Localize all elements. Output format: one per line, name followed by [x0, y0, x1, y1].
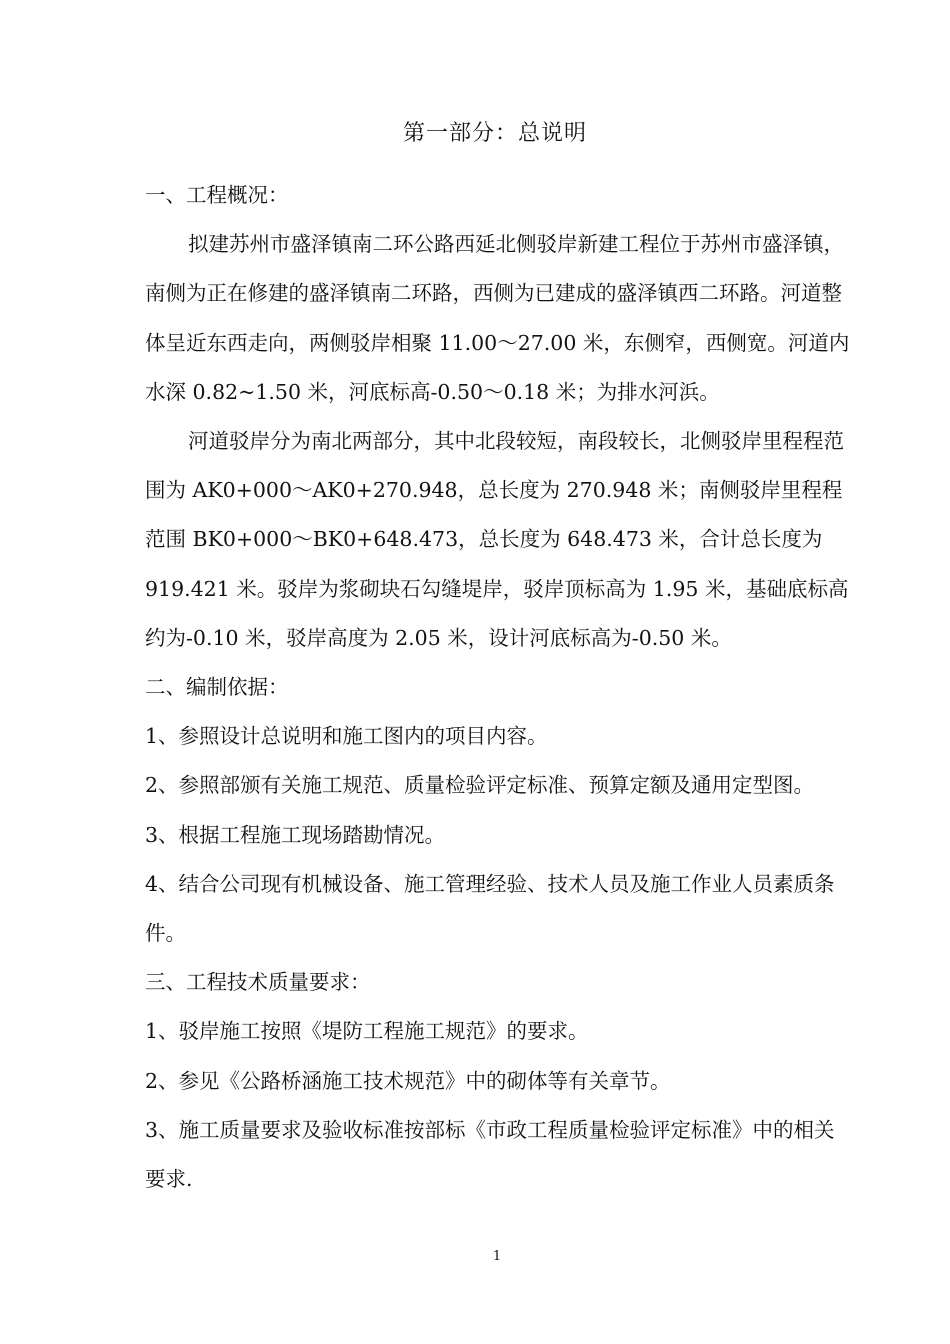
paragraph-revetment-details: 河道驳岸分为南北两部分，其中北段较短，南段较长，北侧驳岸里程程范围为 AK0+000～AK0+270.948，总长度为 270.948 米；南侧驳岸里程程范围 BK0+000～BK0+648.473，总长度为 648.473 米，合计总长度为 919.421 米。驳岸为浆砌块石勾缝堤岸，驳岸顶标高为 1.95 米，基础底标高约为-0.10 米，驳岸高度为 2.05 米，设计河底标高为-0.50 米。 — [145, 429, 849, 650]
list-item-basis-2: 2、参照部颁有关施工规范、质量检验评定标准、预算定额及通用定型图。 — [145, 773, 815, 798]
section-heading-quality: 三、工程技术质量要求： — [145, 970, 371, 995]
paragraph-project-location: 拟建苏州市盛泽镇南二环公路西延北侧驳岸新建工程位于苏州市盛泽镇，南侧为正在修建的盛泽镇南二环路，西侧为已建成的盛泽镇西二环路。河道整体呈近东西走向，两侧驳岸相聚 11.00～27.00 米，东侧窄，西侧宽。河道内水深 0.82~1.50 米，河底标高-0.50～0.18 米；为排水河浜。 — [145, 232, 850, 404]
section-heading-overview: 一、工程概况： — [145, 183, 289, 207]
section-heading-basis: 二、编制依据： — [145, 675, 289, 700]
list-item-basis-4: 4、结合公司现有机械设备、施工管理经验、技术人员及施工作业人员素质条件。 — [145, 871, 835, 946]
document-body — [145, 171, 851, 1204]
list-item-quality-2: 2、参见《公路桥涵施工技术规范》中的砌体等有关章节。 — [145, 1068, 671, 1093]
list-item-basis-1: 1、参照设计总说明和施工图内的项目内容。 — [145, 724, 548, 749]
page-number: 1 — [492, 1249, 502, 1264]
list-item-basis-3: 3、根据工程施工现场踏勘情况。 — [145, 822, 446, 847]
list-item-quality-1: 1、驳岸施工按照《堤防工程施工规范》的要求。 — [145, 1019, 589, 1044]
page-title: 第一部分：总说明 — [402, 121, 587, 146]
list-item-quality-3: 3、施工质量要求及验收标准按部标《市政工程质量检验评定标准》中的相关要求. — [145, 1117, 835, 1192]
